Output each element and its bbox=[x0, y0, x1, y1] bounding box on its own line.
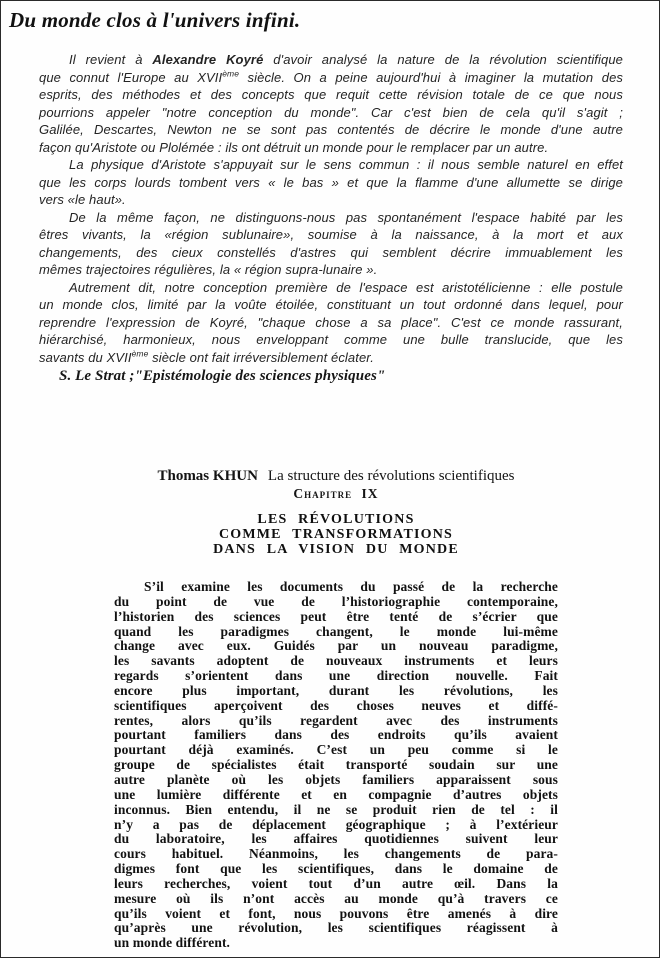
text-line: du laboratoire, les affaires quotidiennes suivent leur bbox=[114, 831, 558, 847]
text-line: Galilée, Descartes, Newton ne se sont pas contentés de décrire le monde d'une autre bbox=[39, 122, 623, 137]
text-line: cours habituel. Néanmoins, les changements de para- bbox=[114, 846, 558, 862]
kuhn-title-line bbox=[101, 468, 571, 484]
text-line: La physique d'Aristote s'appuyait sur le sens commun : il nous semble naturel en effet bbox=[69, 157, 623, 172]
text-line: l’historien des sciences peut être tenté de s’écrier que bbox=[114, 608, 558, 624]
text-line: êtres vivants, la «région sublunaire», soumise à la naissance, à la mort et aux bbox=[39, 227, 623, 242]
text-line: une lumière différente et en compagnie d’autres objets bbox=[114, 786, 558, 802]
text-line: qu’après une révolution, les scientifiques réagissent à bbox=[114, 920, 558, 936]
kuhn-heading bbox=[101, 512, 571, 558]
text-line: reprendre l'expression de Koyré, "chaque chose a sa place". C'est ce monde rassurant, bbox=[39, 314, 623, 330]
kuhn-body-paragraph bbox=[114, 580, 558, 951]
text-line: encore plus important, durant les révolutions, les bbox=[114, 682, 558, 698]
text-line: un monde différent. bbox=[114, 935, 231, 951]
italic-excerpt-section bbox=[39, 51, 623, 385]
text-line: un monde clos, limité par la voûte étoilée, constituant un tout ordonné dans lequel, pour bbox=[39, 297, 623, 312]
text-line: du point de vue de l’historiographie contemporaine, bbox=[114, 593, 558, 609]
kuhn-book-title: La structure des révolutions scientifiques bbox=[267, 468, 515, 484]
text-line: mêmes trajectoires régulières, la « région supra-lunaire ». bbox=[39, 262, 378, 277]
paragraph bbox=[39, 279, 623, 367]
text-line: S’il examine les documents du passé de la recherche bbox=[144, 579, 558, 594]
text-line: COMME TRANSFORMATIONS bbox=[218, 527, 454, 543]
attribution-line: S. Le Strat ;"Epistémologie des sciences physiques" bbox=[59, 368, 386, 384]
text-line: esprits, des méthodes et des concepts que requit cette révision totale de ce que nous bbox=[39, 87, 623, 102]
text-line: autre planète où les objets familiers apparaissent sous bbox=[114, 771, 558, 787]
text-line: qu’ils voient et font, nous pouvons être amenés à dire bbox=[114, 905, 558, 921]
text-line: Il revient à Alexandre Koyré d'avoir analysé la nature de la révolution scientifique bbox=[69, 52, 623, 67]
text-line: leurs recherches, voient tout d’un autre œil. Dans la bbox=[114, 875, 558, 891]
document-title: Du monde clos à l'univers infini. bbox=[9, 8, 301, 32]
text-line: changements, des cieux constellés d'astres qui semblent décrire immuablement les bbox=[39, 244, 623, 260]
text-line: que connut l'Europe au XVIIème siècle. On a peine aujourd'hui à imaginer la mutation des bbox=[39, 68, 623, 85]
text-line: Autrement dit, notre conception première de l'espace est aristotélicienne : elle postule bbox=[69, 279, 623, 295]
text-line: pourtant familiers dans des endroits qu’ils avaient bbox=[114, 727, 558, 743]
text-line: façon qu'Aristote ou Plolémée : ils ont détruit un monde pour le remplacer par un autre. bbox=[39, 139, 549, 155]
text-line: regards s’orientent dans une direction nouvelle. Fait bbox=[114, 668, 558, 684]
paragraph bbox=[39, 209, 623, 279]
text-line: vers «le haut». bbox=[39, 192, 126, 207]
text-line: change avec eux. Guidés par un nouveau paradigme, bbox=[114, 638, 558, 654]
text-line: savants du XVIIème siècle ont fait irréversiblement éclater. bbox=[39, 348, 374, 365]
text-line: digmes font que les scientifiques, dans le domaine de bbox=[114, 861, 558, 877]
paragraph bbox=[39, 156, 623, 209]
text-line: rentes, alors qu’ils regardent avec des instruments bbox=[114, 712, 558, 728]
text-line: pourrions appeler "notre conception du monde". Car c'est bien de cela qu'il s'agit ; bbox=[39, 104, 623, 120]
text-line: scientifiques aperçoivent des choses neuves et diffé- bbox=[114, 697, 558, 713]
text-line: De la même façon, ne distinguons-nous pas spontanément l'espace habité par les bbox=[69, 209, 623, 225]
text-line: groupe de spécialistes était transporté soudain sur une bbox=[114, 757, 558, 773]
text-line: n’y a pas de déplacement géographique ; à l’extérieur bbox=[114, 816, 558, 832]
text-line: pourtant déjà examinés. C’est un peu comme si le bbox=[114, 742, 558, 758]
text-line: les savants adoptent de nouveaux instruments et leurs bbox=[114, 653, 558, 669]
paragraph bbox=[39, 51, 623, 156]
text-line: hiérarchisé, harmonieux, nous enveloppant comme une bulle translucide, que les bbox=[39, 332, 623, 347]
kuhn-author: Thomas KHUN bbox=[157, 468, 258, 484]
text-line: LES RÉVOLUTIONS bbox=[257, 512, 415, 527]
kuhn-chapter: Chapitre IX bbox=[293, 486, 379, 501]
text-line: que les corps lourds tombent vers « le bas » et que la flamme d'une allumette se dirige bbox=[39, 174, 623, 190]
text-line: mesure où ils n’ont accès au monde qu’à travers ce bbox=[114, 890, 558, 906]
text-line: quand les paradigmes changent, le monde lui-même bbox=[114, 623, 558, 639]
text-line: DANS LA VISION DU MONDE bbox=[213, 542, 459, 558]
text-line: inconnus. Bien entendu, il ne se produit rien de tel : il bbox=[114, 801, 558, 817]
kuhn-header-section bbox=[101, 468, 571, 558]
